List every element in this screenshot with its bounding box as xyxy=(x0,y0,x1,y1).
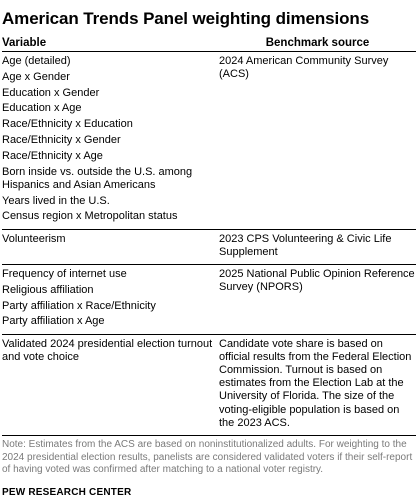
variable-item: Validated 2024 presidential election turnout and vote choice xyxy=(2,337,213,363)
variable-cell xyxy=(2,55,219,224)
variable-item: Frequency of internet use xyxy=(2,267,127,280)
source-credit: PEW RESEARCH CENTER xyxy=(2,486,132,498)
variable-item: Education x Age xyxy=(2,102,82,115)
benchmark-column-header: Benchmark source xyxy=(265,37,370,49)
benchmark-cell: Candidate vote share is based on official results from the Federal Election Commission. Turnout is based on estimates from the Election Lab at the University of Florida. The size of the voting-eligible population is based on the 2023 ACS. xyxy=(219,337,412,429)
page-title: American Trends Panel weighting dimensions xyxy=(2,9,370,28)
variable-item: Party affiliation x Race/Ethnicity xyxy=(2,299,156,312)
table-row xyxy=(2,52,416,230)
footnote: Note: Estimates from the ACS are based on noninstitutionalized adults. For weighting to the 2024 presidential election results, panelists are considered validated voters if their self-report of having voted was confirmed after matching to a national voter registry. xyxy=(2,439,413,476)
table-row xyxy=(2,335,416,436)
benchmark-cell: 2023 CPS Volunteering & Civic Life Supplement xyxy=(219,232,392,258)
table-row xyxy=(2,265,416,335)
benchmark-cell: 2025 National Public Opinion Reference Survey (NPORS) xyxy=(219,267,415,294)
variable-cell xyxy=(2,233,219,259)
variable-item: Education x Gender xyxy=(2,86,100,99)
variable-item: Born inside vs. outside the U.S. among Hispanics and Asian Americans xyxy=(2,165,193,191)
variable-item: Religious affiliation xyxy=(2,283,94,296)
variable-cell xyxy=(2,268,219,329)
benchmark-cell: 2024 American Community Survey (ACS) xyxy=(219,55,389,81)
variable-cell xyxy=(2,338,219,430)
variable-item: Volunteerism xyxy=(2,232,66,245)
variable-item: Age (detailed) xyxy=(2,55,71,67)
variable-column-header: Variable xyxy=(2,37,47,49)
variable-item: Age x Gender xyxy=(2,70,70,83)
variable-item: Census region x Metropolitan status xyxy=(2,210,178,223)
variable-item: Years lived in the U.S. xyxy=(2,194,110,207)
table-row xyxy=(2,230,416,265)
variable-item: Race/Ethnicity x Gender xyxy=(2,133,121,146)
variable-item: Party affiliation x Age xyxy=(2,315,105,328)
document xyxy=(2,8,416,498)
variable-item: Race/Ethnicity x Age xyxy=(2,149,103,162)
variable-item: Race/Ethnicity x Education xyxy=(2,118,133,131)
table-header xyxy=(2,34,416,52)
